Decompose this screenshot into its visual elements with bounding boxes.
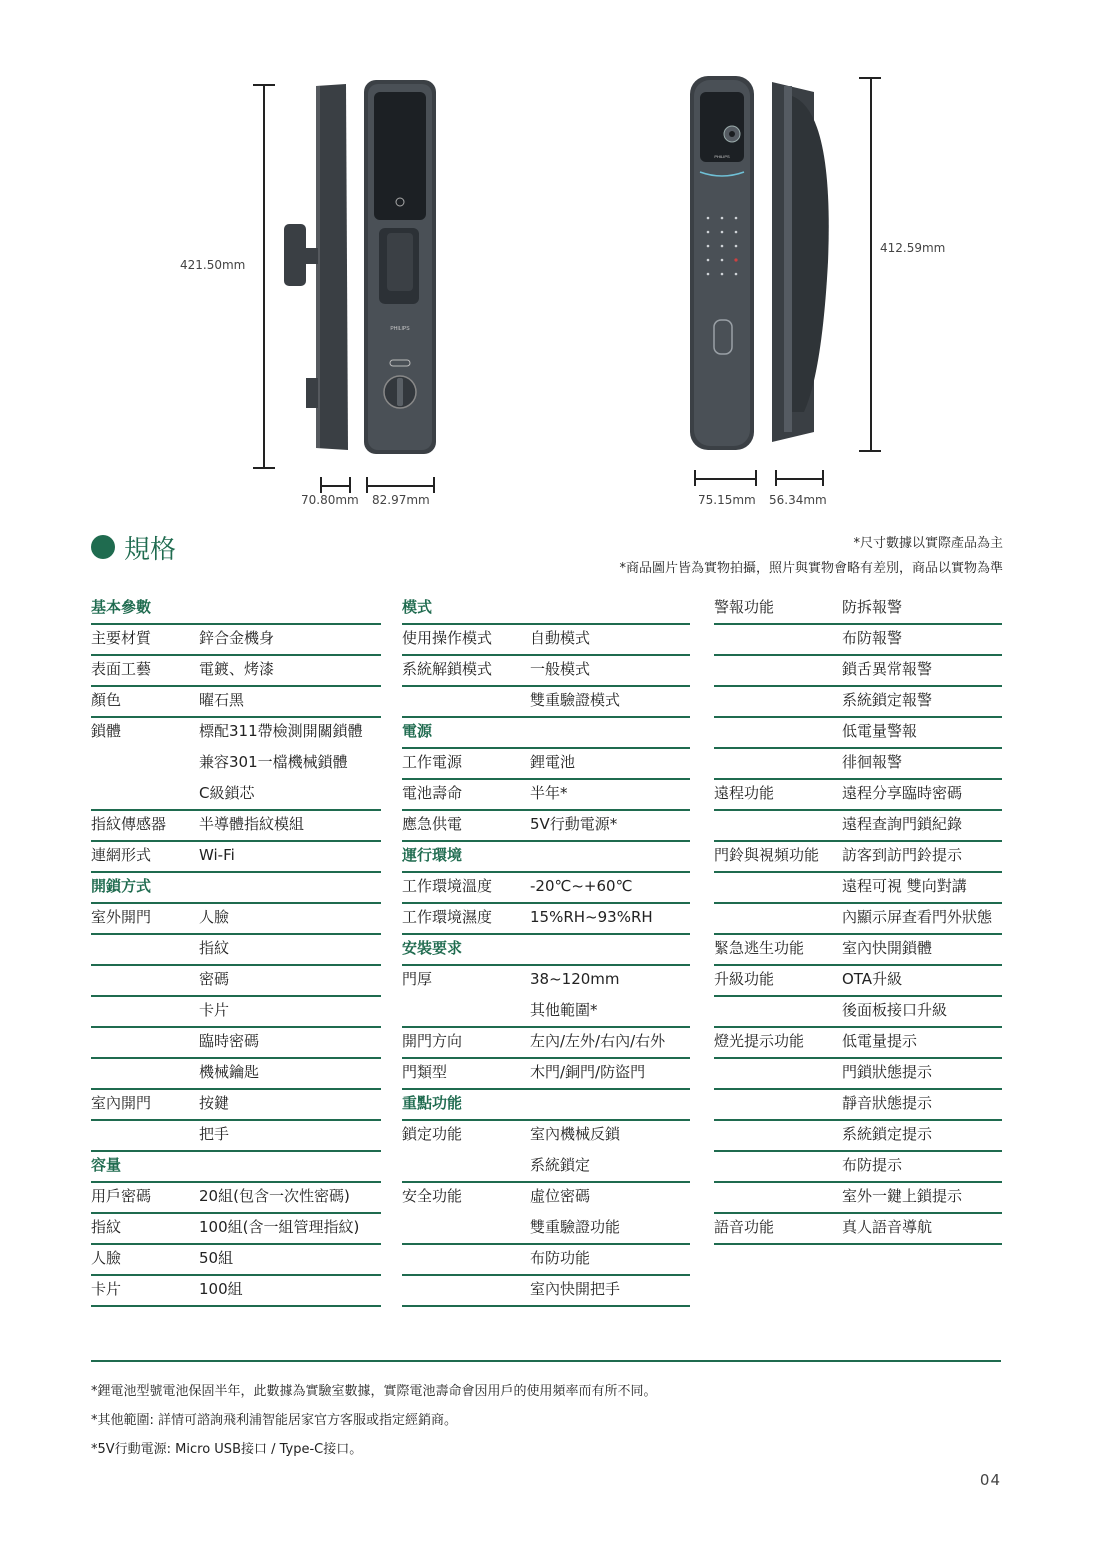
left-width-b-tick [366,477,368,493]
section-title: 規格 [124,535,177,565]
spec-value: 訪客到訪門鈴提示 [842,846,963,864]
left-width-a-label: 70.80mm [301,493,359,507]
spec-row [402,1181,690,1212]
spec-row [402,964,690,995]
spec-row [402,1274,690,1305]
spec-group-heading [402,592,690,623]
spec-value: 鋰電池 [530,753,576,771]
spec-row [91,1181,381,1212]
spec-row [714,1057,1002,1088]
spec-value: 其他範圍* [530,1001,598,1019]
spec-column-1 [91,592,381,1305]
right-height-line [870,77,872,451]
spec-value: 指紋 [199,939,230,957]
spec-row [714,1181,1002,1212]
right-width-b-line [775,478,823,480]
spec-key: 安全功能 [402,1187,463,1205]
spec-value: 把手 [199,1125,230,1143]
spec-row [714,592,1002,623]
spec-value: 38~120mm [530,970,620,988]
spec-key: 緊急逃生功能 [714,939,805,957]
spec-group-title: 開鎖方式 [91,877,152,895]
left-width-b-tick [433,477,435,493]
spec-value: 靜音狀態提示 [842,1094,933,1112]
right-height-tick-top [859,77,881,79]
right-height-label: 412.59mm [880,241,946,255]
spec-row [91,840,381,871]
spec-group-title: 基本參數 [91,598,152,616]
spec-group-heading [91,1150,381,1181]
spec-key: 連網形式 [91,846,152,864]
spec-row [91,1026,381,1057]
spec-value: 布防功能 [530,1249,591,1267]
right-width-a-line [694,478,756,480]
spec-group-heading [402,840,690,871]
spec-value: 標配311帶檢測開關鎖體 [199,722,363,740]
spec-group-heading [91,592,381,623]
spec-key: 警報功能 [714,598,775,616]
spec-row [91,1088,381,1119]
right-width-b-label: 56.34mm [769,493,827,507]
spec-row [402,902,690,933]
spec-value: 兼容301一檔機械鎖體 [199,753,348,771]
spec-key: 工作環境溫度 [402,877,493,895]
spec-row [714,1119,1002,1150]
spec-row [402,778,690,809]
spec-value: OTA升級 [842,970,903,988]
spec-row [714,623,1002,654]
spec-value: 50組 [199,1249,234,1267]
brand-mark-front: PHILIPS [390,326,410,332]
spec-value: 曜石黑 [199,691,245,709]
spec-value: Wi-Fi [199,846,235,864]
spec-value: 木門/銅門/防盜門 [530,1063,646,1081]
spec-row [91,1243,381,1274]
spec-row [91,933,381,964]
spec-row [402,871,690,902]
right-width-b-tick [775,470,777,486]
spec-value: 真人語音導航 [842,1218,933,1236]
row-separator [402,1305,690,1307]
spec-row [91,1274,381,1305]
spec-row [402,685,690,716]
spec-row [714,685,1002,716]
spec-group-title: 重點功能 [402,1094,463,1112]
spec-group-title: 安裝要求 [402,939,463,957]
spec-row [714,902,1002,933]
spec-row [91,623,381,654]
spec-key: 工作環境濕度 [402,908,493,926]
footnote-other-range: *其他範圍: 詳情可諮詢飛利浦智能居家官方客服或指定經銷商。 [91,1413,458,1428]
footer-divider [91,1360,1001,1362]
spec-key: 門鈴與視頻功能 [714,846,820,864]
left-width-b-label: 82.97mm [372,493,430,507]
note-photos: *商品圖片皆為實物拍攝，照片與實物會略有差別，商品以實物為準 [619,561,1003,576]
spec-row [402,1119,690,1150]
right-width-b-tick [822,470,824,486]
spec-row [91,716,381,747]
spec-row [402,995,690,1026]
spec-value: 室內快開鎖體 [842,939,933,957]
spec-key: 系統解鎖模式 [402,660,493,678]
spec-group-heading [91,871,381,902]
spec-row [714,1212,1002,1243]
right-height-tick-bottom [859,450,881,452]
right-width-a-tick [755,470,757,486]
spec-row [402,1212,690,1243]
spec-row [91,1119,381,1150]
brand-mark-back: PHILIPS [714,154,730,159]
row-separator [91,1305,381,1307]
spec-row [714,747,1002,778]
spec-row [91,685,381,716]
spec-value: 門鎖狀態提示 [842,1063,933,1081]
spec-value: 20組(包含一次性密碼) [199,1187,350,1205]
spec-key: 顏色 [91,691,122,709]
spec-row [402,809,690,840]
spec-key: 工作電源 [402,753,463,771]
spec-row [714,809,1002,840]
spec-row [91,654,381,685]
spec-row [714,933,1002,964]
spec-value: 電鍍、烤漆 [199,660,275,678]
spec-value: 遠程可視 雙向對講 [842,877,967,895]
spec-key: 使用操作模式 [402,629,493,647]
spec-value: 系統鎖定提示 [842,1125,933,1143]
spec-row [714,995,1002,1026]
spec-value: 徘徊報警 [842,753,903,771]
spec-value: 防拆報警 [842,598,903,616]
spec-key: 鎖定功能 [402,1125,463,1143]
spec-row [91,902,381,933]
spec-key: 燈光提示功能 [714,1032,805,1050]
spec-key: 用戶密碼 [91,1187,152,1205]
spec-key: 主要材質 [91,629,152,647]
spec-value: 遠程查詢門鎖紀錄 [842,815,963,833]
left-height-tick-bottom [253,467,275,469]
spec-row [714,1150,1002,1181]
spec-value: 人臉 [199,908,230,926]
spec-key: 遠程功能 [714,784,775,802]
spec-value: 半導體指紋模組 [199,815,305,833]
spec-row [714,1088,1002,1119]
spec-row [714,1026,1002,1057]
spec-row [91,964,381,995]
spec-value: 布防報警 [842,629,903,647]
spec-row [91,1057,381,1088]
spec-value: 遠程分享臨時密碼 [842,784,963,802]
spec-key: 電池壽命 [402,784,463,802]
left-width-b-line [366,485,434,487]
spec-key: 門類型 [402,1063,448,1081]
spec-group-heading [402,716,690,747]
spec-value: 按鍵 [199,1094,230,1112]
spec-key: 室內開門 [91,1094,152,1112]
spec-row [714,871,1002,902]
spec-row [91,1212,381,1243]
spec-value: 15%RH~93%RH [530,908,653,926]
spec-value: -20℃~+60℃ [530,877,633,895]
spec-key: 指紋傳感器 [91,815,167,833]
spec-row [91,995,381,1026]
section-bullet [91,535,115,559]
spec-value: 布防提示 [842,1156,903,1174]
spec-row [91,747,381,778]
lock-front-side-image [684,72,854,452]
spec-value: 系統鎖定 [530,1156,591,1174]
spec-key: 鎖體 [91,722,122,740]
spec-key: 卡片 [91,1280,122,1298]
spec-row [91,809,381,840]
spec-group-title: 容量 [91,1156,122,1174]
left-width-a-tick [349,477,351,493]
spec-group-title: 運行環境 [402,846,463,864]
spec-group-heading [402,933,690,964]
spec-value: 後面板接口升級 [842,1001,948,1019]
right-width-a-label: 75.15mm [698,493,756,507]
spec-value: 一般模式 [530,660,591,678]
spec-row [714,778,1002,809]
spec-row [402,1057,690,1088]
spec-key: 開門方向 [402,1032,463,1050]
spec-value: 虛位密碼 [530,1187,591,1205]
lock-side-front-image [276,78,446,458]
spec-row [402,747,690,778]
spec-value: 鋅合金機身 [199,629,275,647]
spec-value: 密碼 [199,970,230,988]
spec-value: 室內快開把手 [530,1280,621,1298]
spec-value: 機械鑰匙 [199,1063,260,1081]
spec-row [402,654,690,685]
spec-group-title: 電源 [402,722,433,740]
left-height-tick-top [253,84,275,86]
spec-column-2 [402,592,690,1305]
spec-column-3 [714,592,1002,1243]
spec-key: 門厚 [402,970,433,988]
spec-value: 鎖舌異常報警 [842,660,933,678]
page-number: 04 [979,1471,1001,1489]
spec-value: 100組 [199,1280,243,1298]
spec-row [402,623,690,654]
spec-value: 室外一鍵上鎖提示 [842,1187,963,1205]
spec-key: 人臉 [91,1249,122,1267]
right-width-a-tick [694,470,696,486]
left-width-a-line [320,485,350,487]
spec-value: 雙重驗證模式 [530,691,621,709]
spec-value: 5V行動電源* [530,815,618,833]
spec-value: 雙重驗證功能 [530,1218,621,1236]
spec-key: 升級功能 [714,970,775,988]
spec-row [402,1026,690,1057]
left-height-line [263,84,265,468]
spec-value: 臨時密碼 [199,1032,260,1050]
spec-key: 語音功能 [714,1218,775,1236]
spec-key: 室外開門 [91,908,152,926]
spec-row [714,654,1002,685]
note-dimensions: *尺寸數據以實際產品為主 [853,536,1003,551]
spec-value: 自動模式 [530,629,591,647]
spec-value: 低電量警報 [842,722,918,740]
row-separator [714,1243,1002,1245]
spec-group-title: 模式 [402,598,433,616]
left-height-label: 421.50mm [180,258,246,272]
spec-value: 半年* [530,784,568,802]
spec-value: 左內/左外/右內/右外 [530,1032,666,1050]
footnote-battery: *鋰電池型號電池保固半年，此數據為實驗室數據，實際電池壽命會因用戶的使用頻率而有所不同。 [91,1384,657,1399]
spec-value: 100組(含一組管理指紋) [199,1218,360,1236]
spec-row [402,1150,690,1181]
spec-value: 卡片 [199,1001,230,1019]
spec-value: 低電量提示 [842,1032,918,1050]
spec-value: 室內機械反鎖 [530,1125,621,1143]
spec-value: C級鎖芯 [199,784,255,802]
left-width-a-tick [320,477,322,493]
spec-value: 系統鎖定報警 [842,691,933,709]
spec-row [402,1243,690,1274]
spec-key: 指紋 [91,1218,122,1236]
spec-group-heading [402,1088,690,1119]
footnote-power-bank: *5V行動電源: Micro USB接口 / Type-C接口。 [91,1442,363,1457]
spec-value: 內顯示屏查看門外狀態 [842,908,993,926]
spec-row [714,964,1002,995]
spec-key: 應急供電 [402,815,463,833]
spec-row [714,840,1002,871]
spec-row [91,778,381,809]
spec-key: 表面工藝 [91,660,152,678]
spec-row [714,716,1002,747]
